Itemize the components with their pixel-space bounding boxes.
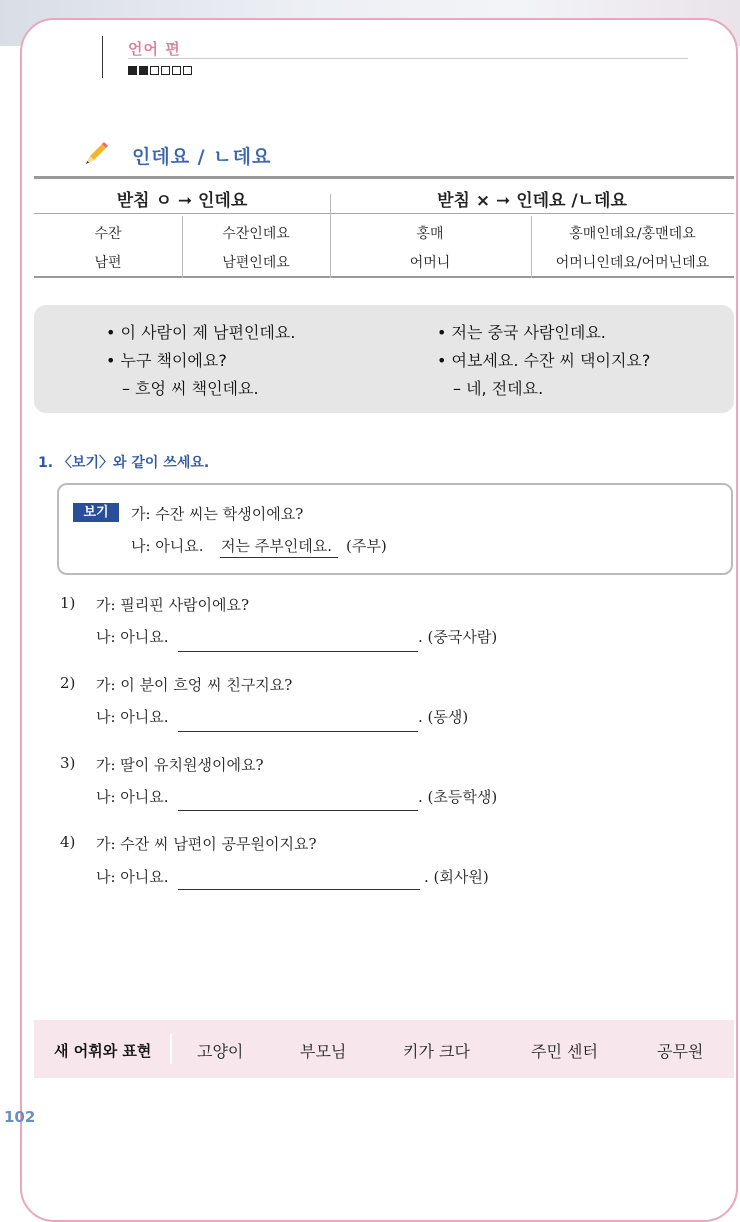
item-number: 2) <box>60 674 76 692</box>
vocab-word: 부모님 <box>300 1042 347 1061</box>
item-number: 4) <box>60 833 76 851</box>
table-cell: 남편 <box>94 255 122 271</box>
item-question: 가: 필리핀 사람이에요? <box>96 596 250 614</box>
example-sentence: – 흐엉 씨 책인데요. <box>122 379 259 398</box>
vocab-word: 주민 센터 <box>531 1042 598 1061</box>
item-answer-prefix: 나: 아니요. <box>96 788 169 806</box>
item-number: 1) <box>60 594 76 612</box>
table-cell: 수잔 <box>94 226 122 242</box>
pencil-icon <box>82 140 110 168</box>
bogi-question: 가: 수잔 씨는 학생이에요? <box>131 505 304 523</box>
bogi-badge: 보기 <box>73 503 119 522</box>
table-cell: 남편인데요 <box>222 255 290 271</box>
progress-square-empty <box>161 66 170 75</box>
example-sentence: – 네, 전데요. <box>453 379 544 398</box>
item-hint: . (동생) <box>418 708 469 726</box>
item-answer-prefix: 나: 아니요. <box>96 868 169 886</box>
vocab-word: 고양이 <box>197 1042 244 1061</box>
answer-blank[interactable] <box>178 889 420 890</box>
item-hint: . (중국사람) <box>418 628 498 646</box>
table-top-rule <box>34 176 734 179</box>
item-answer-prefix: 나: 아니요. <box>96 708 169 726</box>
progress-square-empty <box>150 66 159 75</box>
answer-blank[interactable] <box>178 810 418 811</box>
vocab-title: 새 어휘와 표현 <box>54 1042 152 1060</box>
vocab-separator <box>170 1034 172 1064</box>
table-bottom-rule <box>34 276 734 278</box>
section-title: 인데요 / ㄴ데요 <box>132 146 272 168</box>
bogi-answer-prefix: 나: 아니요. <box>131 537 204 555</box>
progress-square-filled <box>139 66 148 75</box>
table-cell: 어머니인데요/어머닌데요 <box>555 255 710 271</box>
page-number: 102 <box>4 1108 36 1126</box>
bogi-box <box>57 483 733 575</box>
table-header: 받침 ㅇ ➞ 인데요 <box>116 191 248 211</box>
item-answer-prefix: 나: 아니요. <box>96 628 169 646</box>
bogi-hint: (주부) <box>346 537 387 555</box>
table-cell: 홍매인데요/홍맨데요 <box>569 226 696 242</box>
item-number: 3) <box>60 754 76 772</box>
exercise-title: 1. 〈보기〉와 같이 쓰세요. <box>38 455 210 471</box>
chapter-progress <box>128 66 192 75</box>
example-sentence: • 여보세요. 수잔 씨 댁이지요? <box>437 351 651 370</box>
table-header-rule <box>34 213 734 214</box>
table-header: 받침 × ➞ 인데요 /ㄴ데요 <box>437 191 627 211</box>
chapter-label: 언어 편 <box>128 40 181 58</box>
answer-blank[interactable] <box>178 651 418 652</box>
bogi-underline <box>220 557 338 558</box>
table-cell: 수잔인데요 <box>222 226 290 242</box>
table-cell: 어머니 <box>409 255 451 271</box>
example-sentence: • 누구 책이에요? <box>106 351 227 370</box>
progress-square-empty <box>172 66 181 75</box>
vocab-word: 키가 크다 <box>403 1042 470 1061</box>
item-question: 가: 수잔 씨 남편이 공무원이지요? <box>96 835 317 853</box>
example-sentence: • 이 사람이 제 남편인데요. <box>106 323 296 342</box>
progress-square-empty <box>183 66 192 75</box>
item-hint: . (초등학생) <box>418 788 498 806</box>
header-divider <box>102 36 103 78</box>
answer-blank[interactable] <box>178 731 418 732</box>
progress-square-filled <box>128 66 137 75</box>
example-sentence: • 저는 중국 사람인데요. <box>437 323 606 342</box>
table-cell: 홍매 <box>416 226 444 242</box>
item-question: 가: 이 분이 흐엉 씨 친구지요? <box>96 676 293 694</box>
vocab-word: 공무원 <box>657 1042 704 1061</box>
item-hint: . (회사원) <box>424 868 489 886</box>
bogi-answer: 저는 주부인데요. <box>221 537 332 555</box>
item-question: 가: 딸이 유치원생이에요? <box>96 756 264 774</box>
header-rule <box>128 58 688 59</box>
